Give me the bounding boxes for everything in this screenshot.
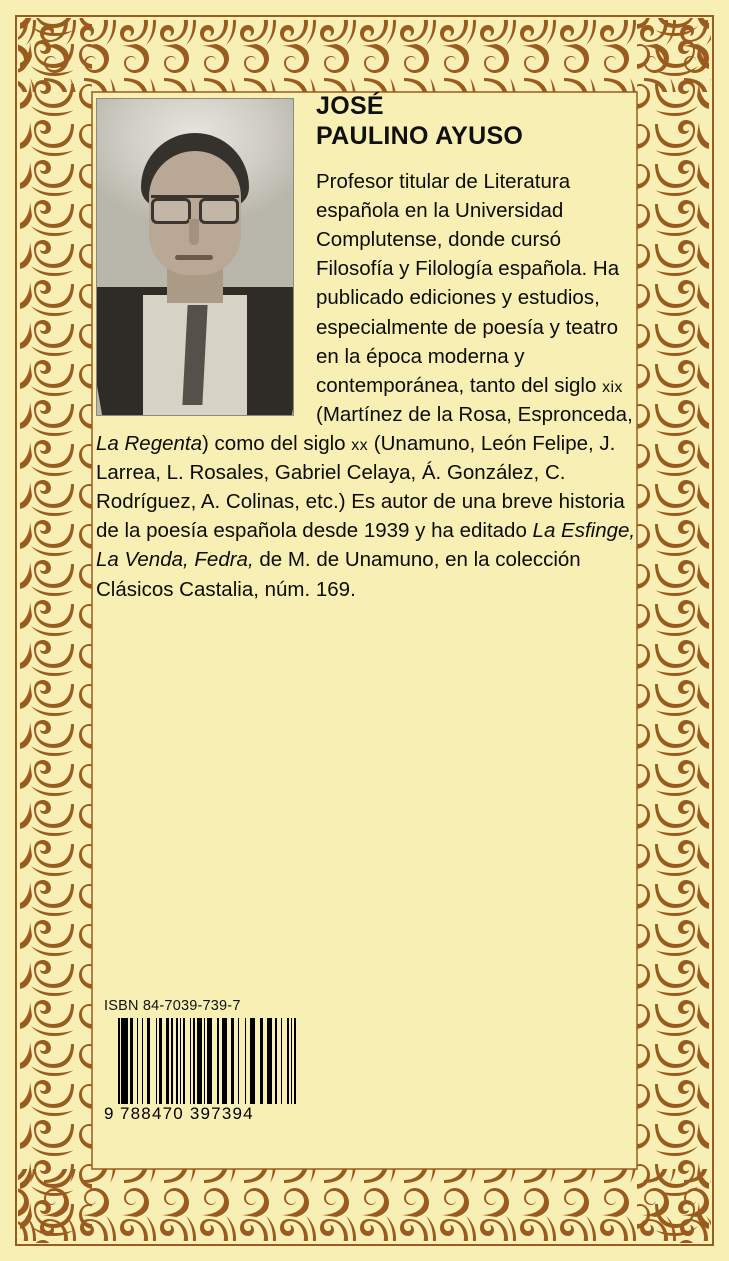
bio-part-5: de M. de Unamuno, en la colección Clásicos Castalia, núm. 169. bbox=[96, 548, 581, 601]
bio-century-20: xx bbox=[351, 436, 369, 454]
bio-part-3: ) como del siglo bbox=[202, 431, 352, 455]
barcode bbox=[104, 1018, 304, 1123]
bio-part-2: (Martínez de la Rosa, Espronceda, bbox=[316, 402, 633, 426]
isbn-label: ISBN 84-7039-739-7 bbox=[104, 998, 241, 1014]
bio-part-1: Profesor titular de Literatura española en la Universidad Complutense, donde cursó Filosofía y Filología española. Ha publicado ediciones y estudios, especialmente de poesía y teatro en la época moderna y contemporánea, tanto del siglo bbox=[316, 170, 620, 397]
barcode-main-digits: 788470 397394 bbox=[120, 1104, 254, 1123]
barcode-bars bbox=[118, 1018, 296, 1104]
bio-part-4: (Unamuno, León Felipe, J. Larrea, L. Rosales, Gabriel Celaya, Á. González, C. Rodríguez, A. Colinas, etc.) Es autor de una breve historia de la poesía española desde 1939 y ha editado bbox=[96, 431, 625, 543]
barcode-lead-digit: 9 bbox=[104, 1104, 115, 1123]
bio-title-la-regenta: La Regenta bbox=[96, 431, 203, 455]
isbn-block bbox=[104, 998, 304, 1123]
bio-century-19: xix bbox=[602, 378, 623, 396]
author-portrait bbox=[96, 98, 294, 416]
author-name-line1: JOSÉ bbox=[316, 92, 384, 120]
author-name-line2: PAULINO AYUSO bbox=[316, 121, 524, 150]
bio-titles-unamuno: La Esfinge, La Venda, Fedra, bbox=[96, 519, 636, 572]
author-block bbox=[96, 86, 636, 604]
